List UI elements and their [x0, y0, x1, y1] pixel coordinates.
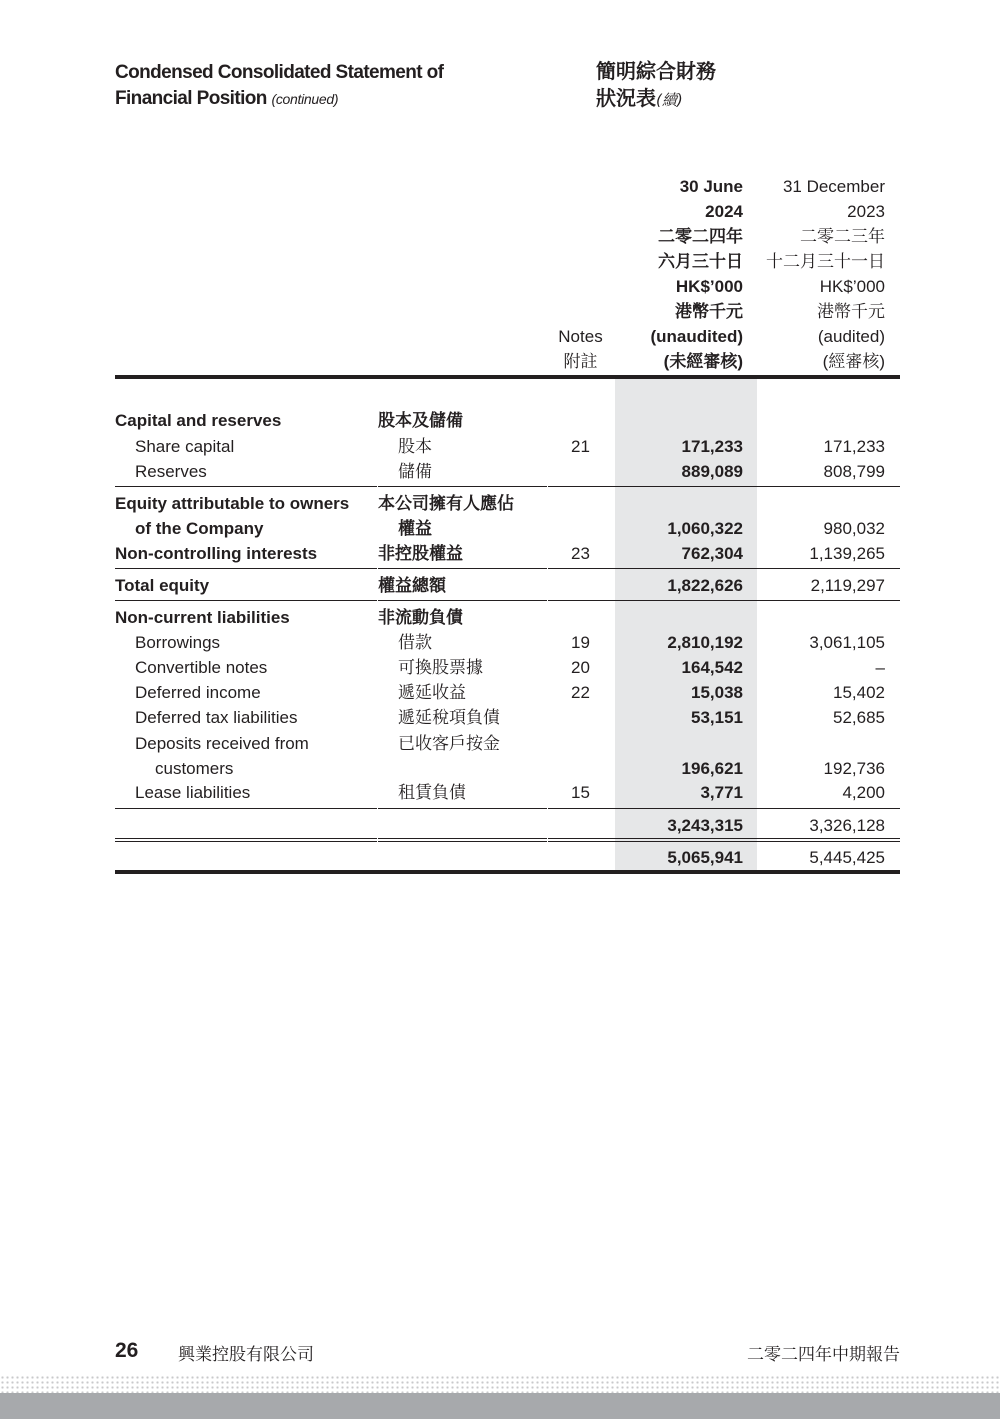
total-prior: 5,445,425 — [809, 848, 885, 867]
section-heading: Non-current liabilities — [115, 608, 290, 627]
row-label-zh: 權益總額 — [378, 576, 446, 595]
current-value: 3,771 — [700, 783, 743, 802]
row-note: 22 — [571, 683, 590, 702]
current-currency-en: HK$’000 — [675, 277, 743, 296]
continued-label-zh: (續) — [656, 91, 683, 109]
row-label-zh: 本公司擁有人應佔 — [378, 494, 514, 513]
row-note: 19 — [571, 633, 590, 652]
prior-year-zh: 二零二三年 — [800, 227, 885, 246]
current-status-en: (unaudited) — [650, 327, 743, 346]
continued-label: (continued) — [271, 91, 339, 107]
subtotal-prior: 3,326,128 — [809, 816, 885, 835]
prior-date-zh: 十二月三十一日 — [766, 252, 885, 271]
row-label: Share capital — [135, 437, 235, 456]
current-value: 1,822,626 — [667, 576, 743, 595]
divider — [115, 841, 900, 842]
row-label-zh: 股本 — [398, 437, 432, 456]
divider — [115, 838, 900, 839]
prior-value: 980,032 — [823, 519, 885, 538]
prior-year: 2023 — [847, 202, 885, 221]
prior-value: 171,233 — [823, 437, 885, 456]
row-label-zh: 借款 — [398, 633, 432, 652]
subtotal-current: 3,243,315 — [667, 816, 743, 835]
prior-date-en: 31 December — [782, 177, 885, 196]
row-label: Convertible notes — [135, 658, 268, 677]
row-label-zh: 租賃負債 — [398, 783, 466, 802]
company-name: 興業控股有限公司 — [178, 1345, 314, 1364]
divider — [115, 486, 900, 487]
row-label: Total equity — [115, 576, 210, 595]
current-year: 2024 — [705, 202, 743, 221]
page-title-en — [115, 60, 443, 112]
prior-currency-zh: 港幣千元 — [817, 302, 885, 321]
column-separator — [547, 379, 548, 869]
row-label-zh: 可換股票據 — [398, 658, 483, 677]
row-note: 15 — [571, 783, 590, 802]
current-status-zh: (未經審核) — [663, 352, 743, 371]
prior-value: 2,119,297 — [810, 576, 885, 595]
title-zh-line-1: 簡明綜合財務 — [596, 59, 716, 83]
row-label: Deferred income — [135, 683, 261, 702]
prior-value: – — [875, 658, 885, 677]
prior-period-header — [750, 174, 885, 374]
prior-currency-en: HK$’000 — [819, 277, 885, 296]
current-value: 1,060,322 — [667, 519, 743, 538]
row-label-zh: 遞延稅項負債 — [398, 708, 500, 727]
section-heading-zh: 非流動負債 — [378, 608, 463, 627]
current-value: 2,810,192 — [667, 633, 743, 652]
row-label: Non-controlling interests — [115, 544, 318, 563]
divider — [115, 568, 900, 569]
page-title-zh — [596, 58, 716, 114]
current-currency-zh: 港幣千元 — [675, 302, 743, 321]
row-label: Lease liabilities — [135, 783, 251, 802]
current-value: 15,038 — [691, 683, 743, 702]
header-rule — [115, 375, 900, 379]
title-zh-line-2-text: 狀況表 — [596, 86, 656, 110]
prior-status-zh: (經審核) — [822, 352, 885, 371]
section-heading: Capital and reserves — [115, 411, 282, 430]
current-date-en: 30 June — [679, 177, 743, 196]
notes-header-en: Notes — [558, 327, 603, 346]
prior-value: 52,685 — [833, 708, 885, 727]
prior-value: 3,061,105 — [809, 633, 885, 652]
total-current: 5,065,941 — [667, 848, 743, 867]
footer-band — [0, 1393, 1000, 1419]
current-value: 762,304 — [681, 544, 743, 563]
title-line-2-text: Financial Position — [115, 88, 267, 109]
row-note: 20 — [571, 658, 590, 677]
current-date-zh: 六月三十日 — [658, 252, 743, 271]
notes-header-zh: 附註 — [563, 352, 598, 371]
prior-value: 15,402 — [833, 683, 885, 702]
row-label-zh: 遞延收益 — [398, 683, 466, 702]
current-value: 171,233 — [681, 437, 743, 456]
current-value: 889,089 — [681, 462, 743, 481]
row-label: Borrowings — [135, 633, 221, 652]
current-period-header — [615, 174, 743, 374]
prior-value: 1,139,265 — [809, 544, 885, 563]
row-label: Reserves — [135, 462, 207, 481]
divider — [115, 808, 900, 809]
notes-header — [550, 324, 611, 374]
prior-value: 4,200 — [842, 783, 885, 802]
divider — [115, 600, 900, 601]
row-label-zh-continued: 權益 — [398, 519, 432, 538]
title-zh-line-2 — [596, 85, 716, 114]
prior-status-en: (audited) — [817, 327, 885, 346]
current-value: 196,621 — [681, 759, 743, 778]
prior-value: 808,799 — [823, 462, 885, 481]
row-label: Equity attributable to owners — [115, 494, 350, 513]
title-line-1: Condensed Consolidated Statement of — [115, 62, 444, 83]
row-label-zh: 已收客戶按金 — [398, 734, 500, 753]
current-year-zh: 二零二四年 — [658, 227, 743, 246]
row-label-continued: customers — [155, 759, 234, 778]
current-value: 53,151 — [691, 708, 743, 727]
footer-rule — [115, 870, 900, 874]
current-value: 164,542 — [681, 658, 743, 677]
footer-dot-pattern — [0, 1375, 1000, 1393]
prior-value: 192,736 — [823, 759, 885, 778]
section-heading-zh: 股本及儲備 — [378, 411, 463, 430]
row-label: Deferred tax liabilities — [135, 708, 298, 727]
title-line-2 — [115, 86, 443, 112]
row-label: Deposits received from — [135, 734, 309, 753]
row-note: 21 — [571, 437, 590, 456]
row-note: 23 — [571, 544, 590, 563]
report-name: 二零二四年中期報告 — [747, 1345, 900, 1364]
row-label-zh: 儲備 — [398, 462, 432, 481]
page-number: 26 — [115, 1339, 139, 1362]
row-label-zh: 非控股權益 — [378, 544, 463, 563]
row-label-continued: of the Company — [135, 519, 264, 538]
